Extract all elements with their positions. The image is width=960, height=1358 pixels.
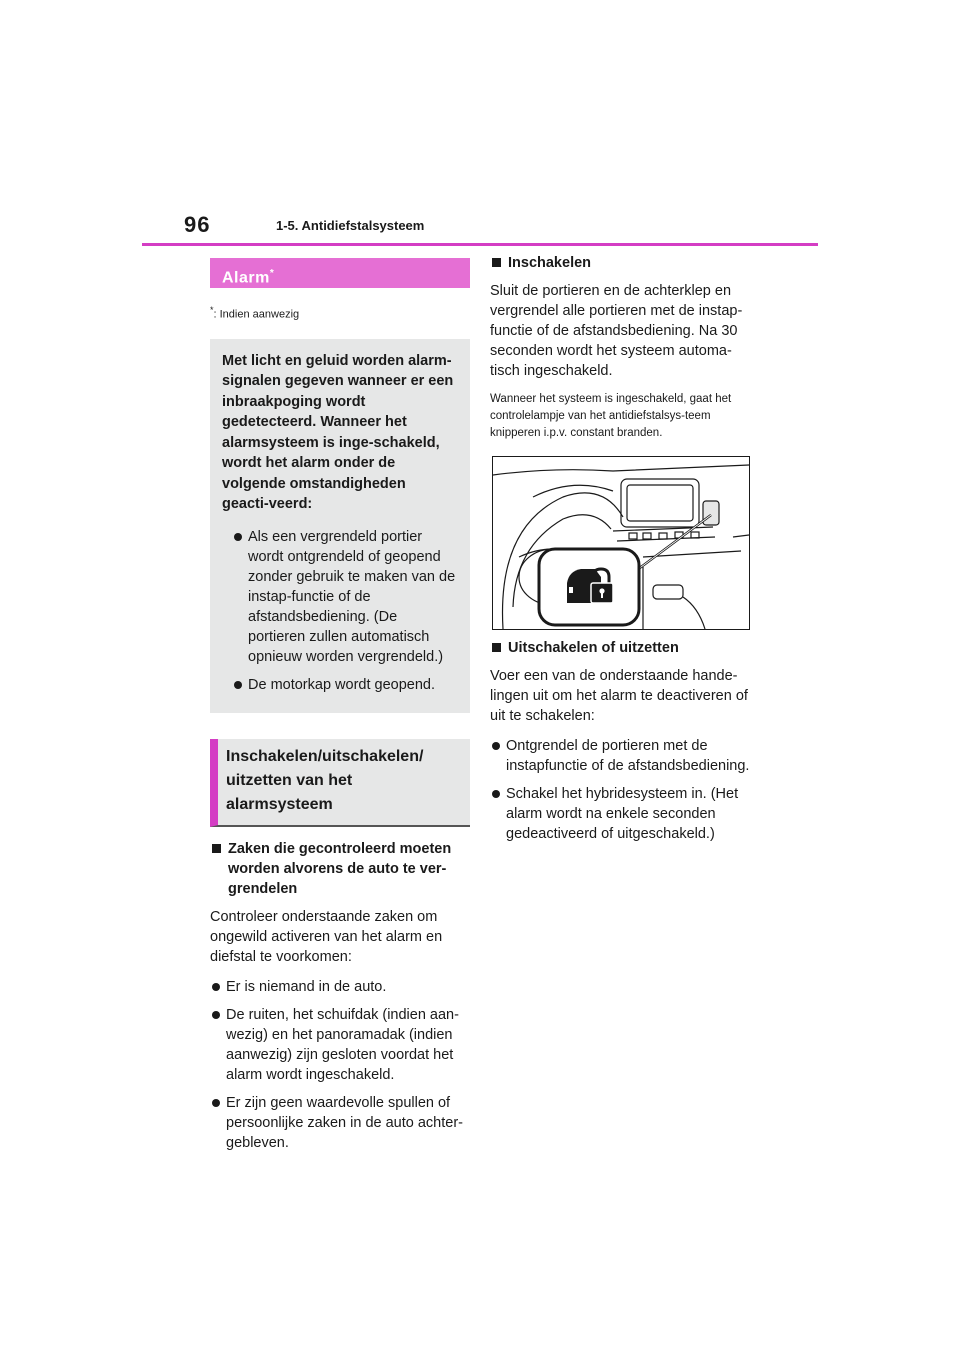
zaken-text: Controleer onderstaande zaken om ongewild activeren van het alarm en diefstal te voorkomen: (210, 908, 443, 965)
alarm-heading-star: * (269, 268, 275, 279)
square-bullet-icon (492, 258, 501, 267)
alarm-heading (210, 258, 470, 288)
list-item (210, 1005, 470, 1085)
square-bullet-icon (492, 643, 501, 652)
list-item-text: Er is niemand in de auto. (226, 978, 387, 995)
footnote-text: : Indien aanwezig (213, 308, 300, 321)
inschakelen-note: Wanneer het systeem is ingeschakeld, gaat het controlelampje van het antidiefstalsys-teem knipperen i.p.v. constant branden. (490, 393, 732, 439)
alarm-info-box (210, 339, 470, 713)
zaken-subheading-text: Zaken die gecontroleerd moeten worden alvorens de auto te ver-grendelen (228, 840, 452, 897)
footnote-star: * (210, 305, 214, 315)
zaken-subheading (210, 839, 470, 899)
list-item-text: De ruiten, het schuifdak (indien aan-wezig) en het panoramadak (indien aanwezig) zijn gesloten voordat het alarm wordt ingeschakeld. (226, 1006, 459, 1083)
square-bullet-icon (212, 844, 221, 853)
inschakelen-subheading-text: Inschakelen (508, 255, 592, 271)
list-item (490, 784, 750, 844)
list-item-text: Als een vergrendeld portier wordt ontgrendeld of geopend zonder gebruik te maken van de instap-functie of de afstandsbediening. (De portieren zullen automatisch opnieuw worden vergrendeld.) (248, 528, 456, 665)
list-item (222, 527, 456, 667)
inschakelen-subheading (490, 253, 750, 273)
list-item-text: Schakel het hybridesysteem in. (Het alarm wordt na enkele seconden gedeactiveerd of uitgeschakeld.) (506, 786, 739, 842)
list-item-text: Ontgrendel de portieren met de instapfunctie of de afstandsbediening. (506, 738, 750, 774)
dashboard-illustration (492, 456, 750, 630)
bullet-icon (492, 742, 500, 750)
bullet-icon (212, 983, 220, 991)
right-column (490, 253, 750, 852)
bullet-icon (234, 681, 242, 689)
uitschakelen-subheading-text: Uitschakelen of uitzetten (508, 640, 679, 656)
bullet-icon (212, 1011, 220, 1019)
page-number: 96 (184, 212, 211, 237)
inschakelen-text: Sluit de portieren en de achterklep en vergrendel alle portieren met de instap-functie of de afstandsbediening. Na 30 seconden wordt het systeem automa-tisch ingeschakeld. (490, 283, 743, 379)
dashboard-drawing (493, 457, 749, 629)
list-item-text: Er zijn geen waardevolle spullen of persoonlijke zaken in de auto achter-gebleven. (226, 1094, 463, 1151)
bullet-icon (492, 790, 500, 798)
footnote (210, 300, 470, 325)
uitschakelen-text: Voer een van de onderstaande hande-lingen uit om het alarm te deactiveren of uit te schakelen: (490, 668, 748, 724)
list-item (490, 736, 750, 776)
bullet-icon (234, 533, 242, 541)
list-item (222, 675, 456, 695)
list-item-text: De motorkap wordt geopend. (248, 676, 435, 693)
header-rule (142, 243, 818, 246)
list-item (210, 1093, 470, 1153)
alarm-intro: Met licht en geluid worden alarm-signalen gegeven wanneer er een inbraakpoging wordt gedetecteerd. Wanneer het alarmsysteem is inge-schakeld, wordt het alarm onder de volgende omstandigheden geacti-veerd: (222, 352, 454, 513)
bullet-icon (212, 1099, 220, 1107)
left-column (210, 258, 470, 1161)
uitschakelen-subheading (490, 638, 750, 658)
alarm-heading-text: Alarm (222, 269, 270, 287)
list-item (210, 977, 470, 997)
inschakelen-section-heading: Inschakelen/uitschakelen/ uitzetten van het alarmsysteem (210, 739, 470, 827)
section-title: 1-5. Antidiefstalsysteem (276, 218, 425, 233)
